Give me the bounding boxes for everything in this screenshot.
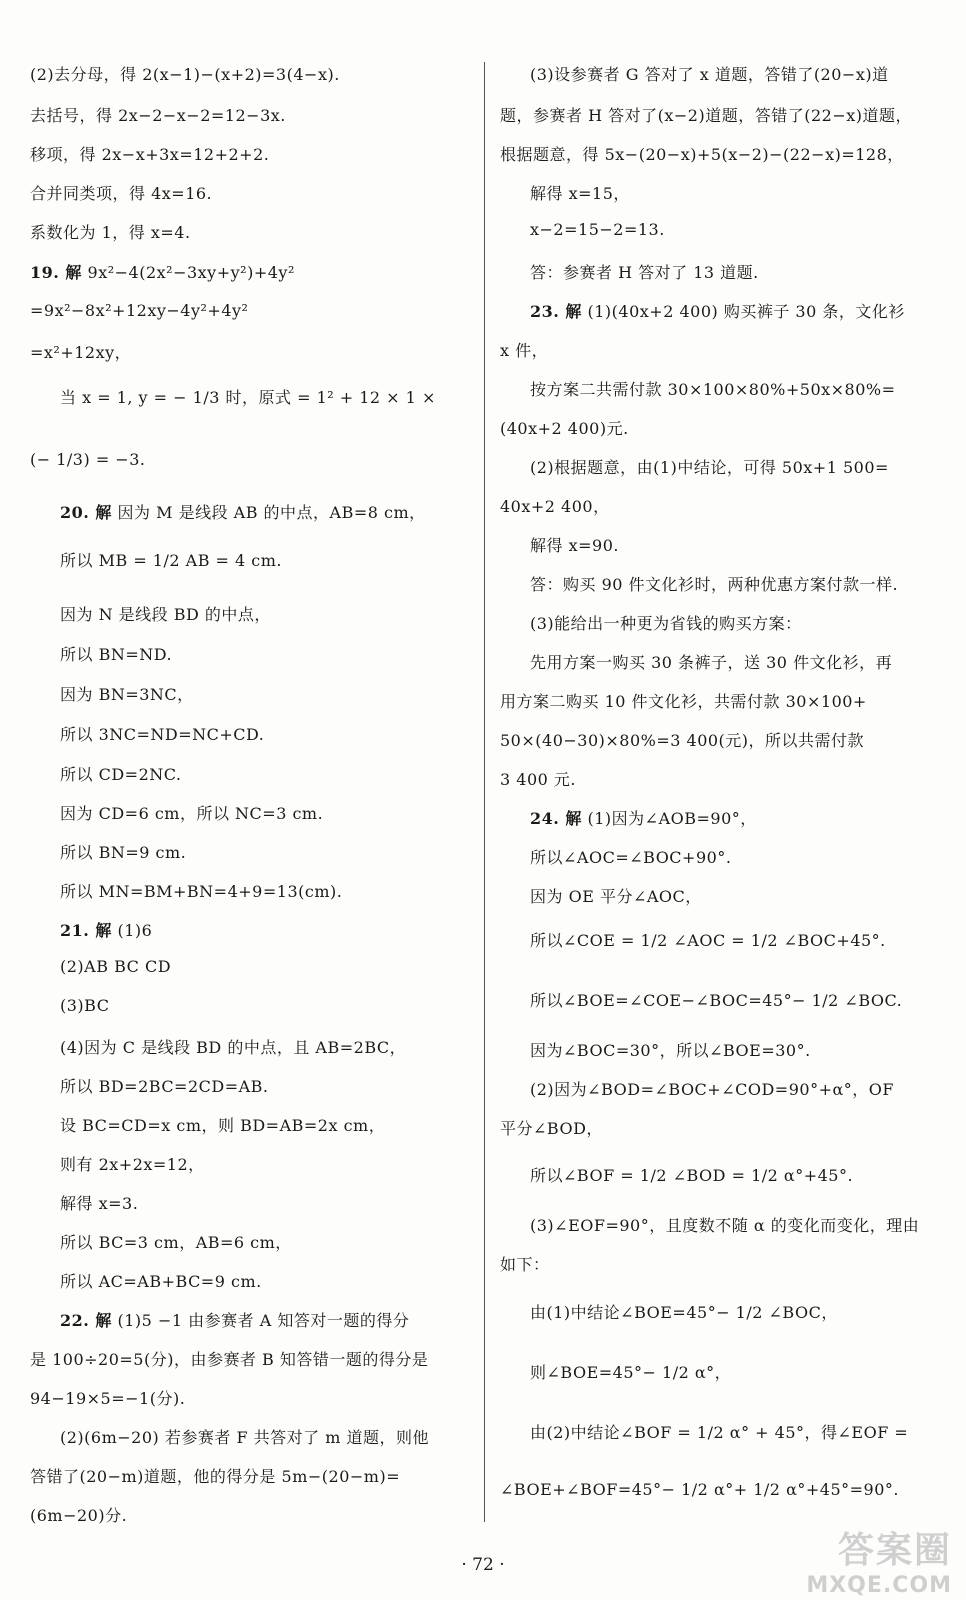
text-line: 3 400 元. — [500, 770, 576, 789]
text-line: 解得 x=3. — [60, 1194, 139, 1213]
text-line: (2)因为∠BOD=∠BOC+∠COD=90°+α°，OF — [530, 1080, 894, 1099]
text-line: 由(2)中结论∠BOF = 1/2 α° + 45°，得∠EOF = — [530, 1423, 909, 1442]
watermark-url: MXQE.COM — [806, 1573, 952, 1598]
text-line: x−2=15−2=13. — [530, 220, 665, 239]
problem-number: 19. 解 — [30, 263, 82, 282]
text-line: (3)能给出一种更为省钱的购买方案： — [530, 614, 802, 633]
page-number: · 72 · — [461, 1555, 505, 1575]
text-line: (3)∠EOF=90°，且度数不随 α 的变化而变化，理由 — [530, 1216, 920, 1235]
text-line: 合并同类项，得 4x=16. — [30, 184, 213, 203]
text-line: 因为 BN=3NC， — [60, 685, 194, 704]
text-line: 当 x = 1, y = − 1/3 时，原式 = 1² + 12 × 1 × — [60, 388, 436, 407]
text-line: 所以 MB = 1/2 AB = 4 cm. — [60, 551, 283, 570]
text-line: 答错了(20−m)道题，他的得分是 5m−(20−m)= — [30, 1467, 401, 1486]
text-line: 由(1)中结论∠BOE=45°− 1/2 ∠BOC， — [530, 1303, 838, 1322]
text-line: 所以∠BOF = 1/2 ∠BOD = 1/2 α°+45°. — [530, 1166, 854, 1185]
text-line: (40x+2 400)元. — [500, 419, 629, 438]
watermark-logo: 答案圈 — [837, 1530, 952, 1571]
text-line: 按方案二共需付款 30×100×80%+50x×80%= — [530, 380, 896, 399]
text-line: 因为∠BOC=30°，所以∠BOE=30°. — [530, 1041, 811, 1060]
text-line: x 件， — [500, 341, 549, 360]
text-line: 因为 N 是线段 BD 的中点， — [60, 605, 271, 624]
text-line: (4)因为 C 是线段 BD 的中点，且 AB=2BC， — [60, 1038, 407, 1057]
problem-number: 24. 解 — [530, 809, 582, 828]
text-line: 所以∠BOE=∠COE−∠BOC=45°− 1/2 ∠BOC. — [530, 991, 903, 1010]
text-line: 40x+2 400， — [500, 497, 610, 516]
text-line: 用方案二购买 10 件文化衫，共需付款 30×100+ — [500, 692, 867, 711]
text-line: 所以∠COE = 1/2 ∠AOC = 1/2 ∠BOC+45°. — [530, 931, 886, 950]
text-line: 所以 3NC=ND=NC+CD. — [60, 725, 265, 744]
text-line: 如下： — [500, 1255, 550, 1274]
text-line: 94−19×5=−1(分). — [30, 1389, 186, 1408]
text-line: 答：购买 90 件文化衫时，两种优惠方案付款一样. — [530, 575, 899, 594]
text-line: 去括号，得 2x−2−x−2=12−3x. — [30, 106, 286, 125]
problem-number: 20. 解 — [60, 503, 112, 522]
text-line: 21. 解 (1)6 — [60, 921, 153, 940]
text-line: 设 BC=CD=x cm，则 BD=AB=2x cm， — [60, 1116, 386, 1135]
text-line: (2)AB BC CD — [60, 957, 172, 976]
text-line: 平分∠BOD， — [500, 1119, 603, 1138]
watermark — [806, 1522, 952, 1598]
text-line: 所以 BN=9 cm. — [60, 843, 187, 862]
text-line: (2)(6m−20) 若参赛者 F 共答对了 m 道题，则他 — [60, 1428, 429, 1447]
text-line: (3)BC — [60, 996, 110, 1015]
text-line: 所以 CD=2NC. — [60, 765, 182, 784]
text-line: 所以∠AOC=∠BOC+90°. — [530, 848, 732, 867]
text-line: =9x²−8x²+12xy−4y²+4y² — [30, 301, 249, 320]
text-line: 答：参赛者 H 答对了 13 道题. — [530, 263, 759, 282]
text-line: (2)根据题意，由(1)中结论，可得 50x+1 500= — [530, 458, 889, 477]
text-line: 移项，得 2x−x+3x=12+2+2. — [30, 145, 270, 164]
text-line: ∠BOE+∠BOF=45°− 1/2 α°+ 1/2 α°+45°=90°. — [500, 1480, 899, 1499]
text-line: 22. 解 (1)5 −1 由参赛者 A 知答对一题的得分 — [60, 1311, 410, 1330]
text-line: (6m−20)分. — [30, 1506, 128, 1525]
text-line: 则有 2x+2x=12， — [60, 1155, 205, 1174]
text-line: 50×(40−30)×80%=3 400(元)，所以共需付款 — [500, 731, 865, 750]
text-line: 题，参赛者 H 答对了(x−2)道题，答错了(22−x)道题， — [500, 106, 912, 125]
text-line: 因为 CD=6 cm，所以 NC=3 cm. — [60, 804, 324, 823]
text-line: 19. 解 9x²−4(2x²−3xy+y²)+4y² — [30, 263, 295, 282]
text-line: (− 1/3) = −3. — [30, 450, 146, 469]
text-line: 是 100÷20=5(分)，由参赛者 B 知答错一题的得分是 — [30, 1350, 429, 1369]
column-divider — [484, 62, 485, 1522]
text-line: 则∠BOE=45°− 1/2 α°， — [530, 1363, 732, 1382]
text-line: (3)设参赛者 G 答对了 x 道题，答错了(20−x)道 — [530, 65, 889, 84]
text-line: (2)去分母，得 2(x−1)−(x+2)=3(4−x). — [30, 65, 340, 84]
text-line: =x²+12xy， — [30, 343, 132, 362]
text-line: 系数化为 1，得 x=4. — [30, 223, 191, 242]
text-line: 所以 BC=3 cm，AB=6 cm， — [60, 1233, 292, 1252]
text-line: 所以 BD=2BC=2CD=AB. — [60, 1077, 269, 1096]
text-line: 23. 解 (1)(40x+2 400) 购买裤子 30 条，文化衫 — [530, 302, 905, 321]
text-line: 先用方案一购买 30 条裤子，送 30 件文化衫，再 — [530, 653, 893, 672]
text-line: 根据题意，得 5x−(20−x)+5(x−2)−(22−x)=128， — [500, 145, 904, 164]
text-line: 所以 BN=ND. — [60, 645, 173, 664]
text-line: 解得 x=90. — [530, 536, 619, 555]
problem-number: 23. 解 — [530, 302, 582, 321]
text-line: 24. 解 (1)因为∠AOB=90°， — [530, 809, 757, 828]
text-line: 20. 解 因为 M 是线段 AB 的中点，AB=8 cm， — [60, 503, 426, 522]
text-line: 所以 MN=BM+BN=4+9=13(cm). — [60, 882, 343, 901]
problem-number: 22. 解 — [60, 1311, 112, 1330]
problem-number: 21. 解 — [60, 921, 112, 940]
text-line: 解得 x=15， — [530, 184, 630, 203]
text-line: 因为 OE 平分∠AOC， — [530, 887, 702, 906]
text-line: 所以 AC=AB+BC=9 cm. — [60, 1272, 262, 1291]
